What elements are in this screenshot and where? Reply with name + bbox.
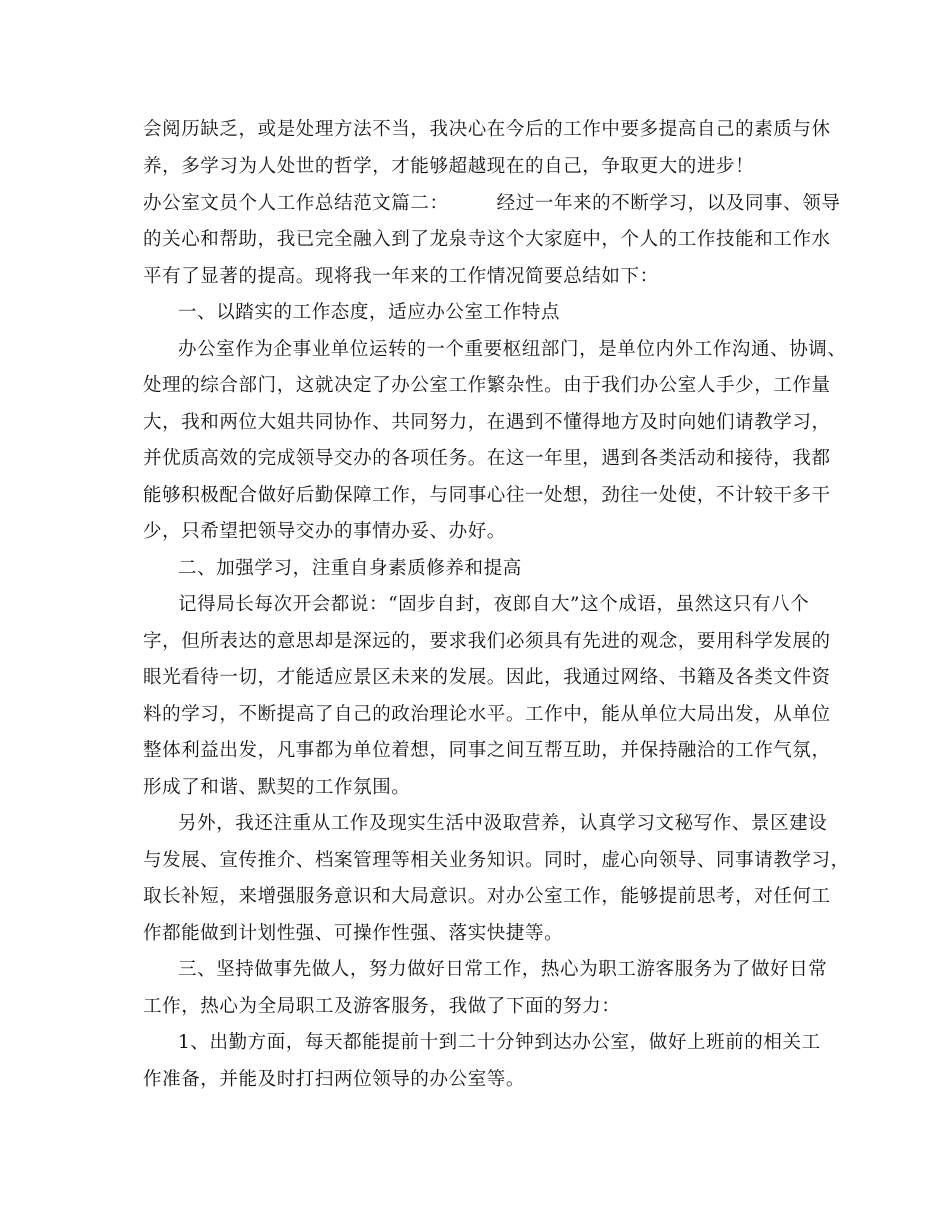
text-line: 会阅历缺乏，或是处理方法不当，我决心在今后的工作中要多提高自己的素质与休	[143, 119, 831, 140]
text-line: 少，只希望把领导交办的事情办妥、办好。	[143, 521, 506, 542]
text-line: 平有了显著的提高。现将我一年来的工作情况简要总结如下：	[143, 266, 659, 287]
text-line: 另外，我还注重从工作及现实生活中汲取营养，认真学习文秘写作、景区建设	[178, 813, 828, 834]
text-line: 记得局长每次开会都说：“固步自封，夜郎自大”这个成语，虽然这只有八个	[178, 594, 810, 615]
text-line: 作都能做到计划性强、可操作性强、落实快捷等。	[143, 923, 564, 944]
text-line: 形成了和谐、默契的工作氛围。	[143, 777, 411, 798]
text-line: 眼光看待一切，才能适应景区未来的发展。因此，我通过网络、书籍及各类文件资	[143, 667, 831, 688]
text-line: 与发展、宣传推介、档案管理等相关业务知识。同时，虚心向领导、同事请教学习，	[143, 850, 850, 871]
text-line: 字，但所表达的意思却是深远的，要求我们必须具有先进的观念，要用科学发展的	[143, 631, 831, 652]
text-line: 整体利益出发，凡事都为单位着想，同事之间互帮互助，并保持融洽的工作气氛，	[143, 740, 831, 761]
text-line: 大，我和两位大姐共同协作、共同努力，在遇到不懂得地方及时向她们请教学习，	[143, 412, 831, 433]
section-heading: 二、加强学习，注重自身素质修养和提高	[178, 558, 522, 579]
text-line: 办公室文员个人工作总结范文篇二： 经过一年来的不断学习，以及同事、领导	[143, 193, 841, 214]
text-line: 作准备，并能及时打扫两位领导的办公室等。	[143, 1069, 526, 1090]
text-line: 养，多学习为人处世的哲学，才能够超越现在的自己，争取更大的进步！	[143, 156, 755, 177]
text-line: 工作，热心为全局职工及游客服务，我做了下面的努力：	[143, 996, 621, 1017]
section-heading: 三、坚持做事先做人，努力做好日常工作，热心为职工游客服务为了做好日常	[178, 959, 828, 980]
text-line: 料的学习，不断提高了自己的政治理论水平。工作中，能从单位大局出发，从单位	[143, 704, 831, 725]
text-line: 1、出勤方面，每天都能提前十到二十分钟到达办公室，做好上班前的相关工	[178, 1032, 821, 1053]
text-line: 办公室作为企事业单位运转的一个重要枢纽部门，是单位内外工作沟通、协调、	[178, 339, 847, 360]
text-line: 取长补短，来增强服务意识和大局意识。对办公室工作，能够提前思考，对任何工	[143, 886, 831, 907]
section-heading: 一、以踏实的工作态度，适应办公室工作特点	[178, 302, 561, 323]
text-line: 处理的综合部门，这就决定了办公室工作繁杂性。由于我们办公室人手少，工作量	[143, 375, 831, 396]
text-line: 能够积极配合做好后勤保障工作，与同事心往一处想，劲往一处使，不计较干多干	[143, 485, 831, 506]
text-line: 并优质高效的完成领导交办的各项任务。在这一年里，遇到各类活动和接待，我都	[143, 448, 831, 469]
text-line: 的关心和帮助，我已完全融入到了龙泉寺这个大家庭中，个人的工作技能和工作水	[143, 229, 831, 250]
